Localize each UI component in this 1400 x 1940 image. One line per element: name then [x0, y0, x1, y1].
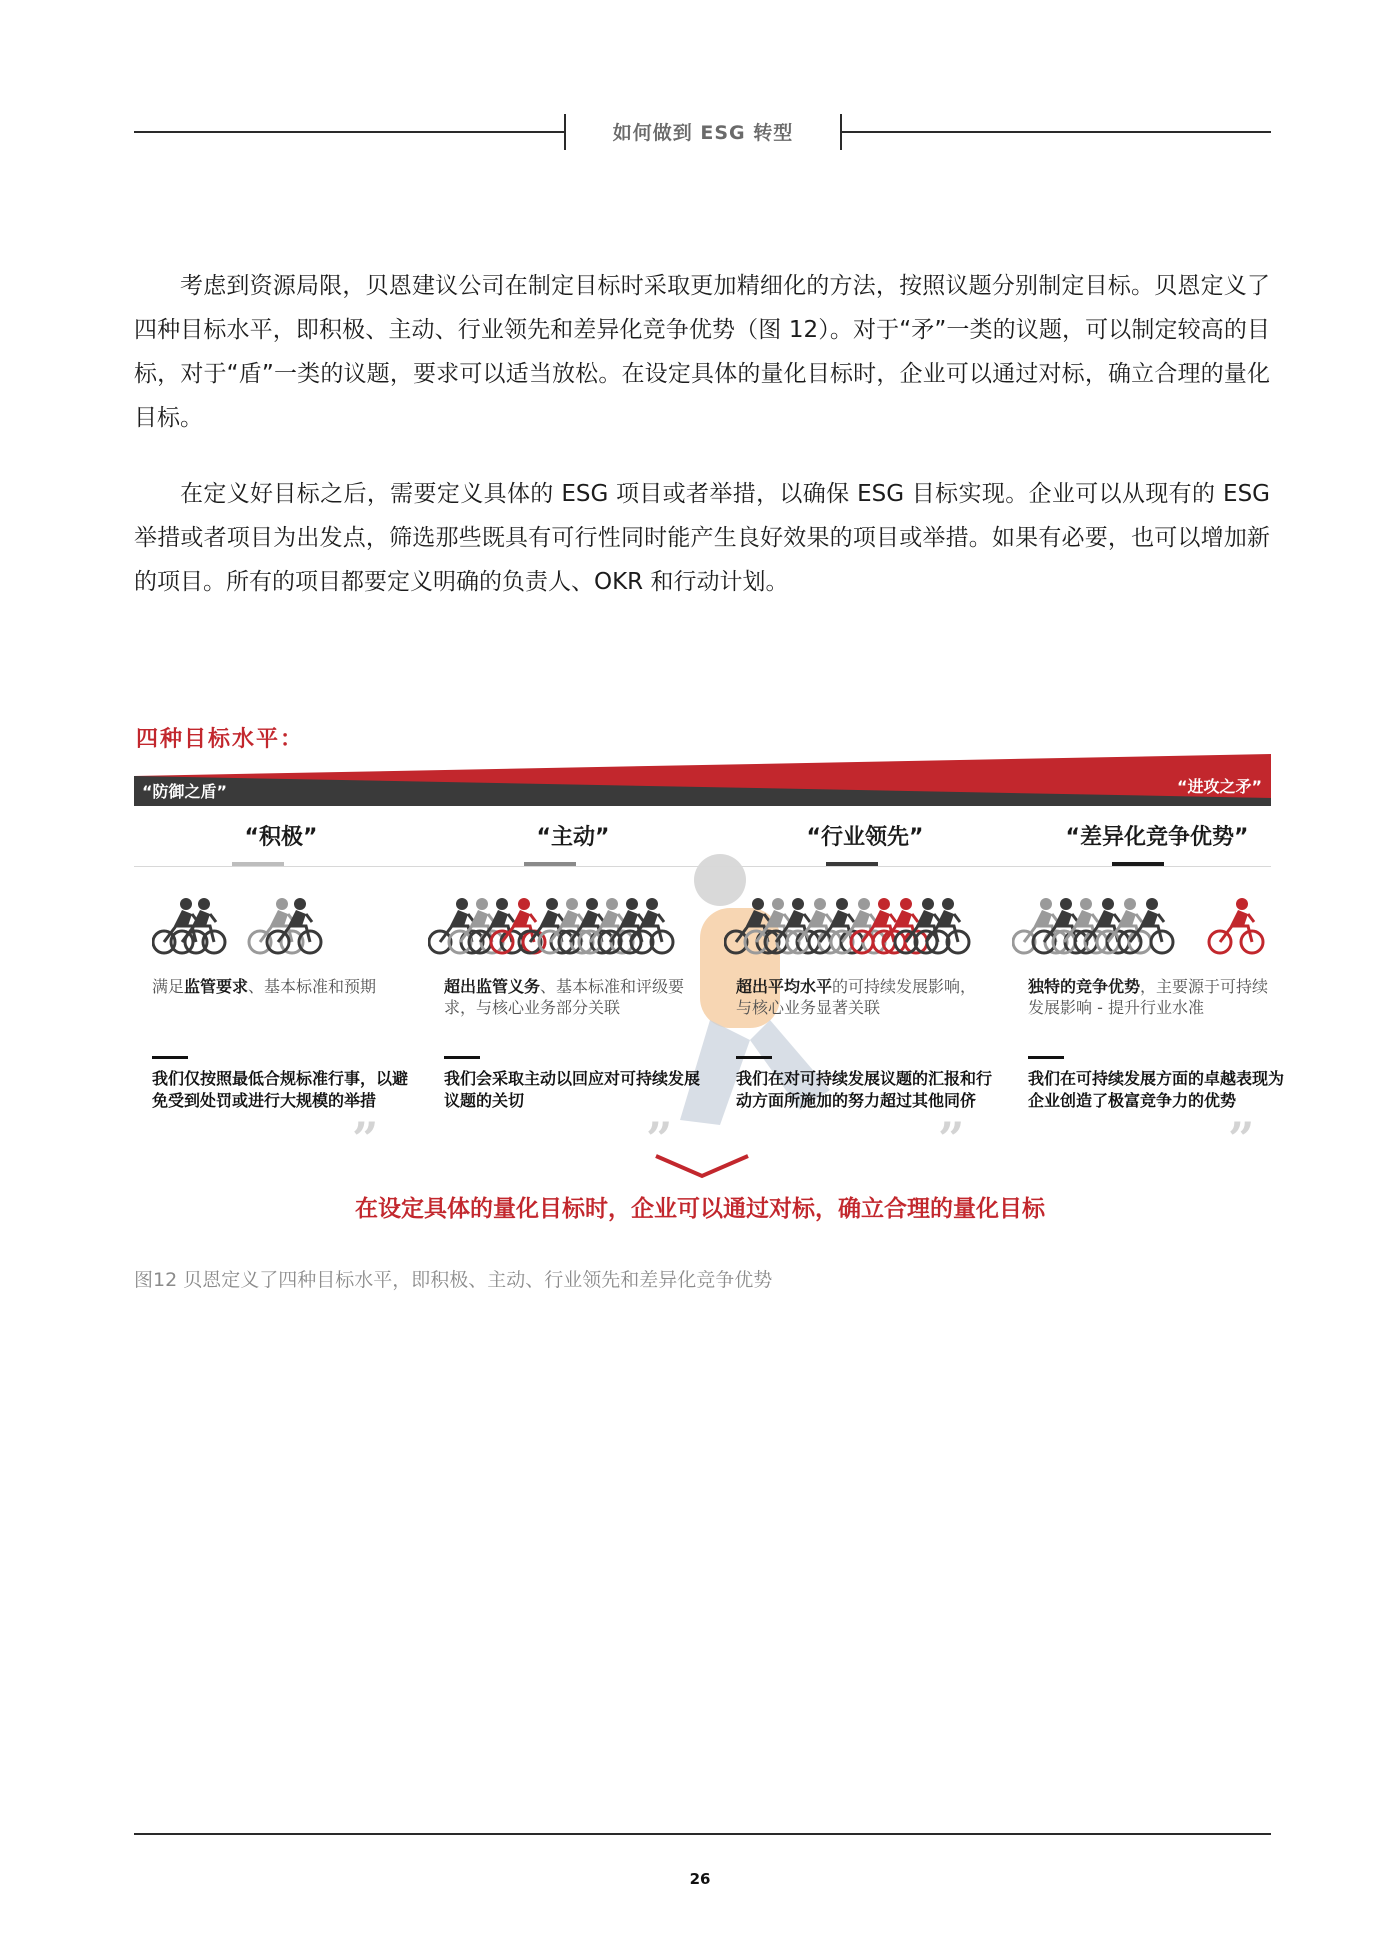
quote-mark-icon: ” — [646, 1112, 673, 1166]
header-title: 如何做到 ESG 转型 — [612, 122, 794, 144]
paragraph-2: 在定义好目标之后，需要定义具体的 ESG 项目或者举措，以确保 ESG 目标实现。企业可以从现有的 ESG 举措或者项目为出发点，筛选那些既具有可行性同时能产生良好效果的项目或举措。如果有必要，也可以增加新的项目。所有的项目都要定义明确的负责人、OKR 和行动计划。 — [134, 481, 1270, 595]
page-number: 26 — [689, 1870, 711, 1888]
level-statement: 我们会采取主动以回应对可持续发展议题的关切 — [444, 1069, 701, 1110]
level-indicator — [524, 862, 576, 866]
header-rule-right — [842, 131, 1271, 133]
level-description: 满足监管要求、基本标准和预期 — [152, 977, 377, 996]
level-statement: 我们在对可持续发展议题的汇报和行动方面所施加的努力超过其他同侪 — [736, 1069, 993, 1110]
footer-rule — [134, 1833, 1271, 1835]
level-indicator — [826, 862, 878, 866]
divider-line — [134, 866, 1271, 867]
level-indicator — [1112, 862, 1164, 866]
level-indicator — [232, 862, 284, 866]
chevron-down-icon — [652, 1152, 752, 1182]
band-label-spear: “进攻之矛” — [1176, 777, 1262, 796]
cyclist-group-2 — [428, 892, 678, 962]
quote-mark-icon: ” — [1228, 1112, 1255, 1166]
level-statement: 我们在可持续发展方面的卓越表现为企业创造了极富竞争力的优势 — [1028, 1069, 1285, 1110]
level-statement: 我们仅按照最低合规标准行事，以避免受到处罚或进行大规模的举措 — [152, 1069, 409, 1110]
level-title: “积极” — [244, 825, 318, 850]
level-title: “主动” — [536, 825, 610, 850]
shield-spear-band — [134, 754, 1271, 806]
header-rule-left — [134, 131, 564, 133]
quote-mark-icon: ” — [938, 1112, 965, 1166]
quote-mark-icon: ” — [352, 1112, 379, 1166]
header-tick-left — [564, 114, 566, 150]
cyclist-icon — [1209, 898, 1263, 953]
cyclist-group-3 — [724, 892, 974, 962]
statement-dash — [444, 1056, 480, 1059]
level-description: 超出平均水平的可持续发展影响，与核心业务显著关联 — [736, 977, 977, 1017]
figure-title: 四种目标水平： — [136, 727, 305, 752]
figure-caption: 图12 贝恩定义了四种目标水平，即积极、主动、行业领先和差异化竞争优势 — [134, 1269, 773, 1291]
figure-conclusion: 在设定具体的量化目标时，企业可以通过对标，确立合理的量化目标 — [355, 1196, 1045, 1222]
cyclist-group-1 — [152, 892, 362, 962]
level-description: 超出监管义务、基本标准和评级要求，与核心业务部分关联 — [444, 977, 685, 1017]
level-title: “差异化竞争优势” — [1065, 825, 1249, 850]
cyclist-group-4 — [1012, 892, 1282, 962]
statement-dash — [1028, 1056, 1064, 1059]
statement-dash — [152, 1056, 188, 1059]
level-title: “行业领先” — [806, 825, 924, 850]
statement-dash — [736, 1056, 772, 1059]
paragraph-1: 考虑到资源局限，贝恩建议公司在制定目标时采取更加精细化的方法，按照议题分别制定目标。贝恩定义了四种目标水平，即积极、主动、行业领先和差异化竞争优势（图 12）。对于“矛”一类的议题，可以制定较高的目标，对于“盾”一类的议题，要求可以适当放松。在设定具体的量化目标时，企业可以通过对标，确立合理的量化目标。 — [134, 273, 1270, 431]
level-description: 独特的竞争优势，主要源于可持续发展影响 - 提升行业水准 — [1028, 977, 1269, 1017]
band-label-shield: “防御之盾” — [142, 782, 228, 801]
